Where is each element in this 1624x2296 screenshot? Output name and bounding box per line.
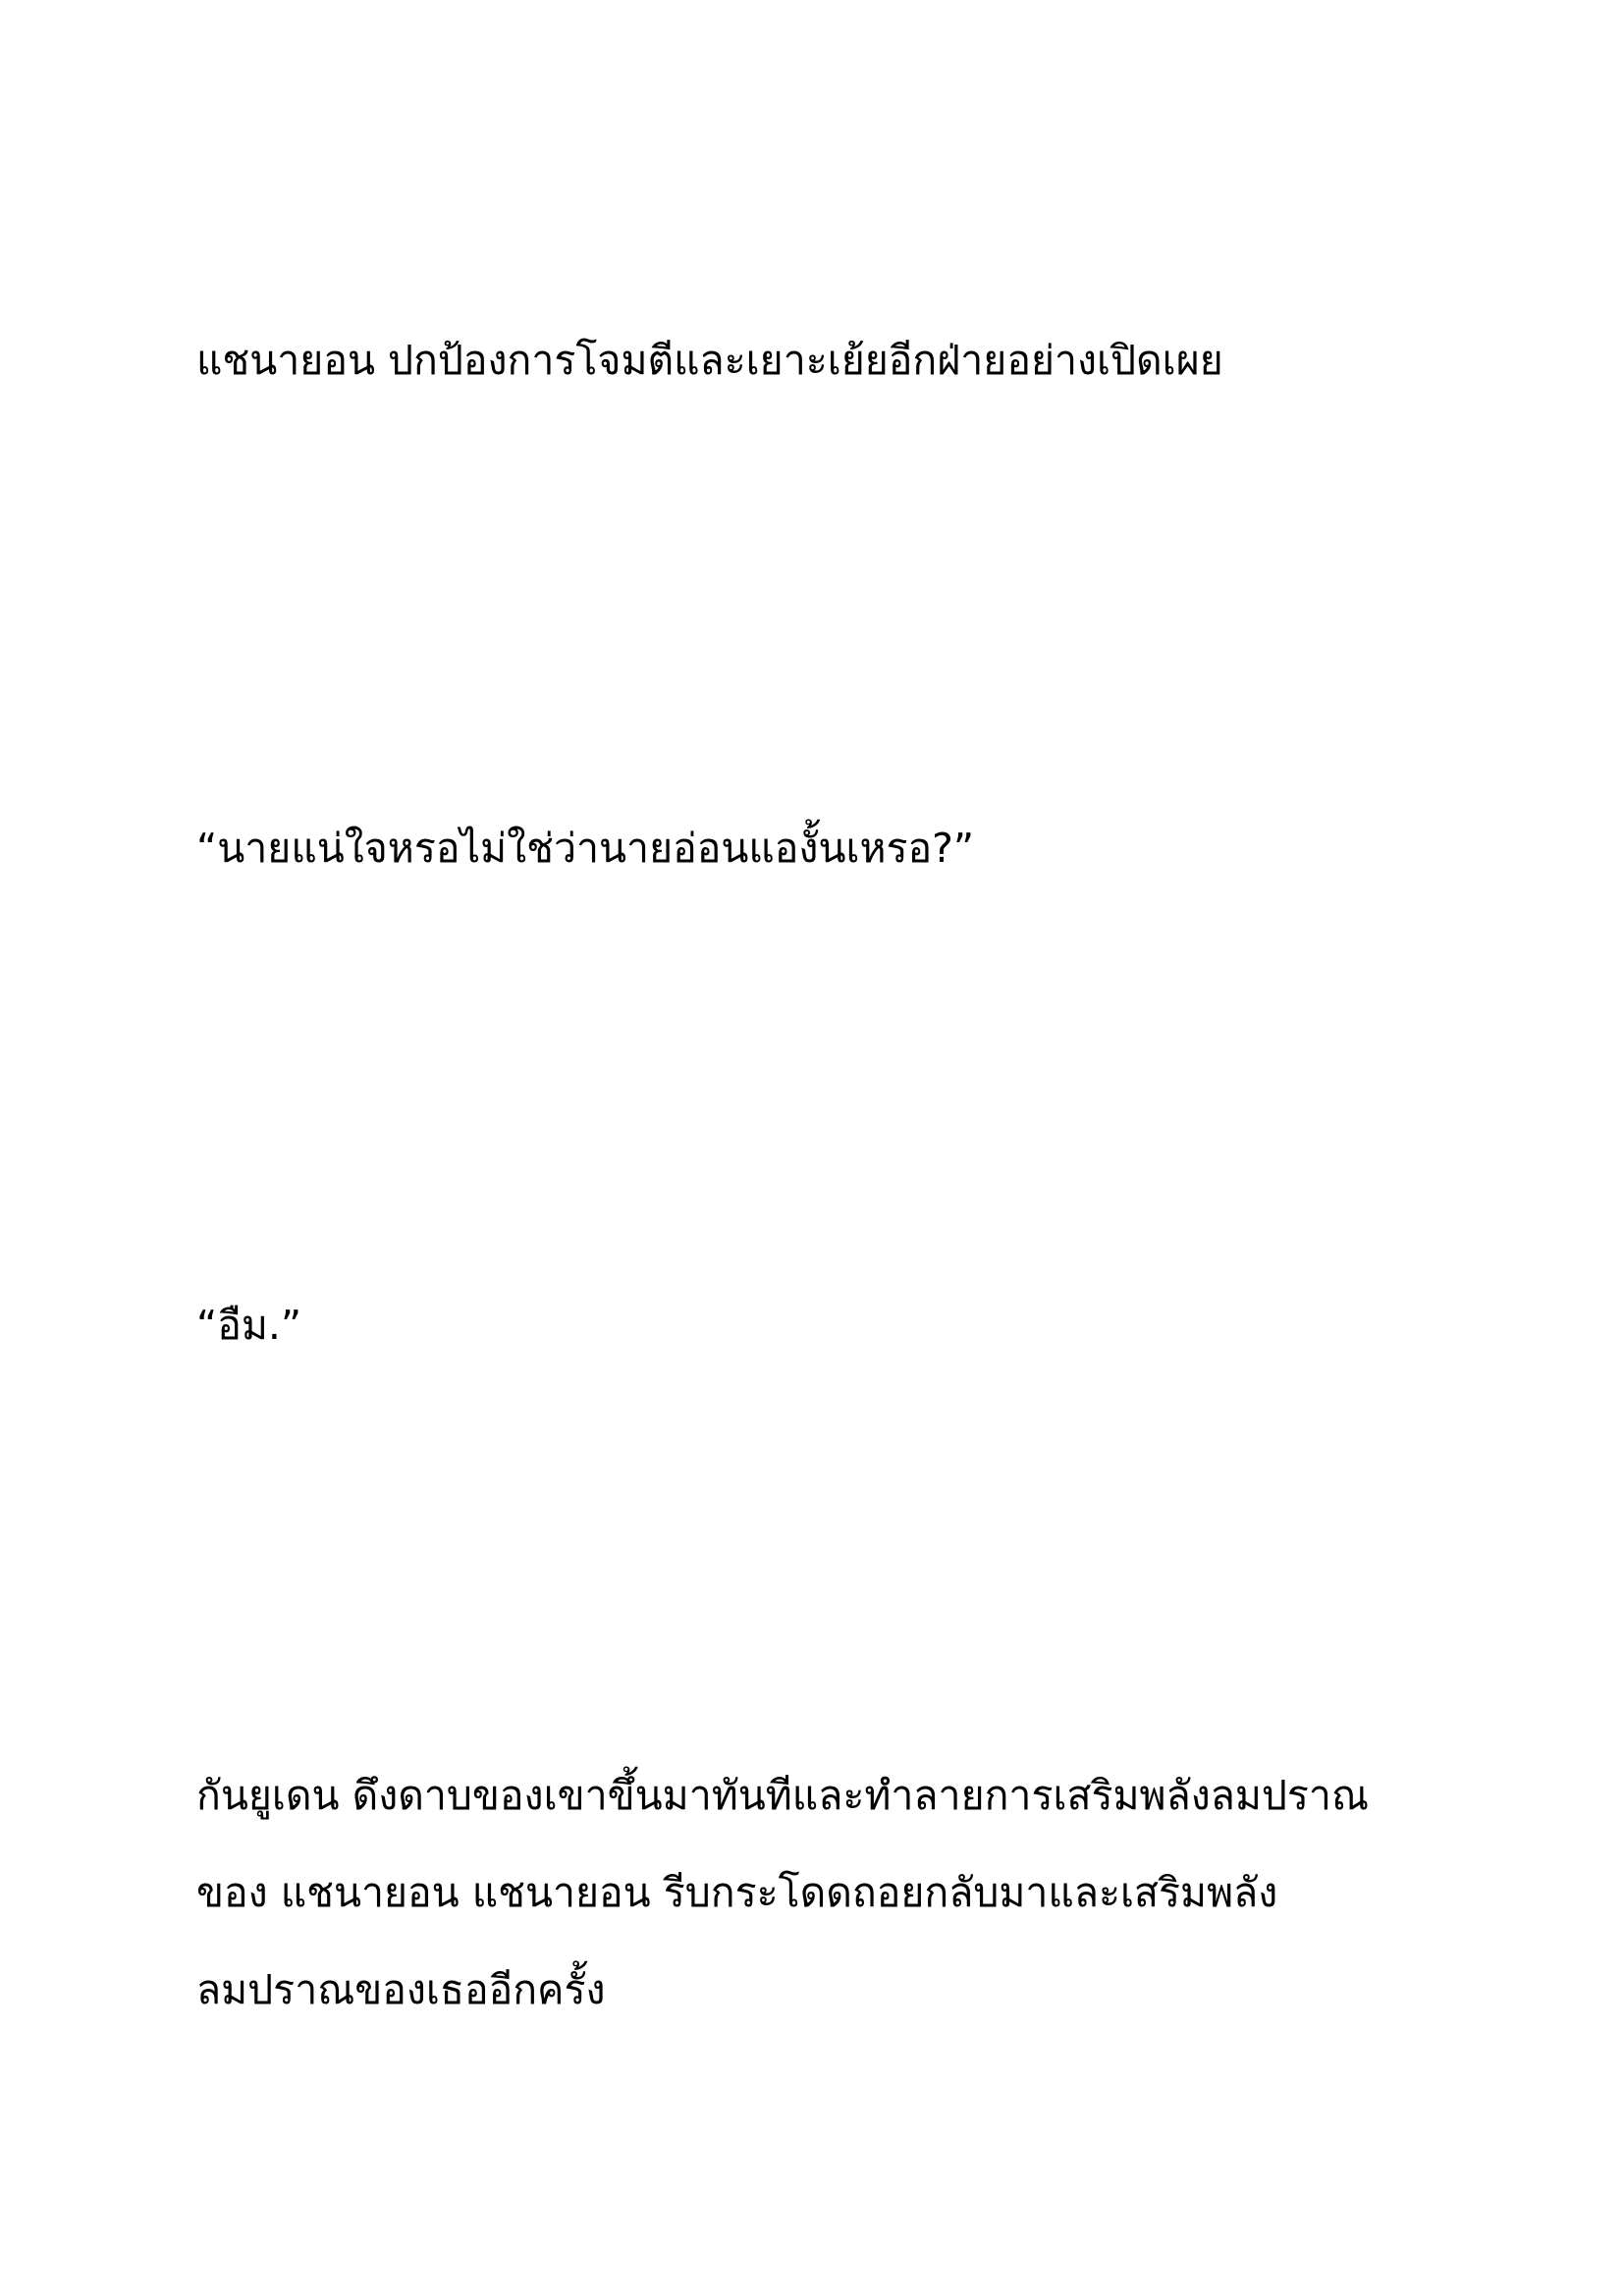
narration-paragraph: [196, 312, 1473, 409]
dialogue-paragraph: [196, 800, 1473, 897]
text-line: ของ แชนายอน แชนายอน รีบกระโดดถอยกลับมาและเสริมพลัง: [196, 1869, 1278, 1916]
dialogue-paragraph: [196, 1277, 1473, 1374]
text-line: แชนายอน ปกป้องการโจมตีและเยาะเย้ยอีกฝ่ายอย่างเปิดเผย: [196, 337, 1223, 384]
text-line: “นายแน่ใจหรอไม่ใช่ว่านายอ่อนแองั้นเหรอ?”: [196, 825, 975, 872]
text-line: ลมปราณของเธออีกครั้ง: [196, 1966, 606, 2013]
text-line: กันยูเดน ดึงดาบของเขาขึ้นมาทันทีและทำลายการเสริมพลังลมปราณ: [196, 1772, 1369, 1819]
narration-paragraph: [196, 1747, 1473, 2039]
text-line: “อืม.”: [196, 1302, 302, 1349]
